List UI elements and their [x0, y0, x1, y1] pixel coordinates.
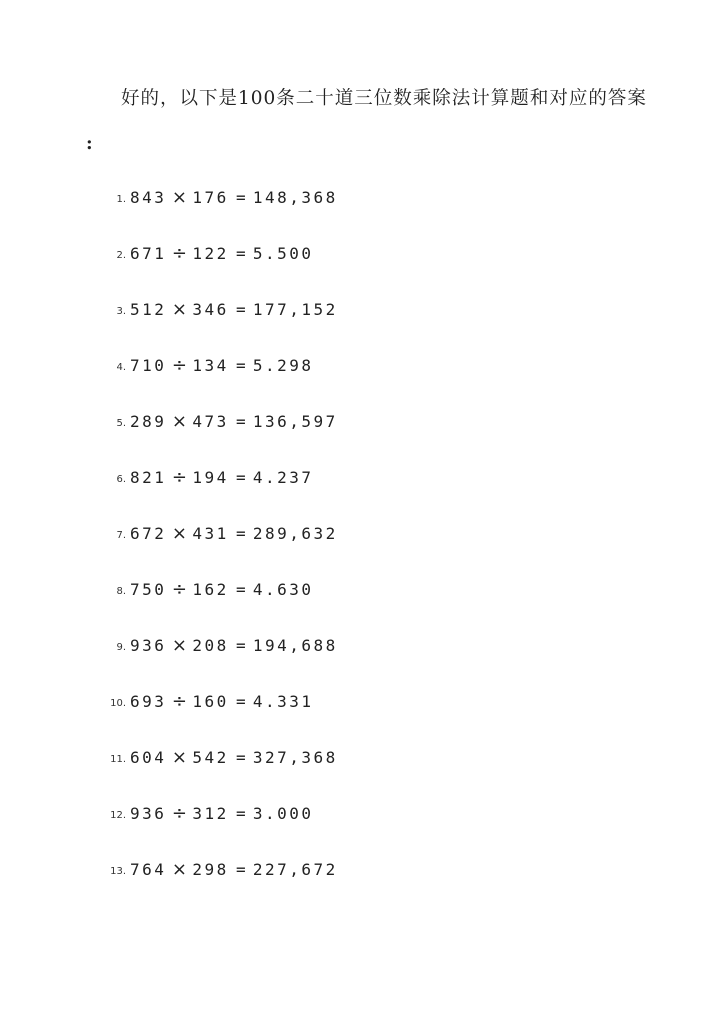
problem-number: 2.	[116, 250, 126, 261]
operand-a: 750	[130, 580, 167, 599]
problem-number: 1.	[116, 194, 126, 205]
problem-number: 5.	[116, 418, 126, 429]
equals-sign: =	[235, 300, 246, 319]
operator: ÷	[171, 355, 187, 376]
operand-a: 821	[130, 468, 167, 487]
problem-expression	[130, 577, 313, 603]
result: 327,368	[252, 748, 338, 767]
operand-b: 298	[192, 860, 229, 879]
intro-text: 好的，以下是100条二十道三位数乘除法计算题和对应的答案	[121, 88, 647, 109]
problem-number: 11.	[110, 754, 126, 765]
operator: ÷	[171, 579, 187, 600]
equals-sign: =	[235, 748, 246, 767]
operand-a: 604	[130, 748, 167, 767]
equals-sign: =	[235, 356, 246, 375]
problem-expression	[130, 745, 338, 771]
result: 3.000	[252, 804, 314, 823]
problem-number: 10.	[110, 698, 126, 709]
problem-expression	[130, 857, 338, 883]
problem-item	[0, 577, 720, 633]
problem-expression	[130, 241, 313, 267]
problem-number: 12.	[110, 810, 126, 821]
equals-sign: =	[235, 636, 246, 655]
equals-sign: =	[235, 692, 246, 711]
result: 5.298	[252, 356, 314, 375]
operand-a: 693	[130, 692, 167, 711]
operator: ÷	[171, 803, 187, 824]
problem-number: 4.	[116, 362, 126, 373]
problem-expression	[130, 297, 338, 323]
equals-sign: =	[235, 804, 246, 823]
result: 227,672	[252, 860, 338, 879]
problem-number: 6.	[116, 474, 126, 485]
operand-b: 162	[192, 580, 229, 599]
operand-b: 542	[192, 748, 229, 767]
problem-item	[0, 465, 720, 521]
problem-item	[0, 297, 720, 353]
problem-item	[0, 241, 720, 297]
problem-number: 9.	[116, 642, 126, 653]
problem-item	[0, 409, 720, 465]
equals-sign: =	[235, 524, 246, 543]
equals-sign: =	[235, 580, 246, 599]
equals-sign: =	[235, 468, 246, 487]
problem-expression	[130, 689, 313, 715]
operand-a: 672	[130, 524, 167, 543]
result: 289,632	[252, 524, 338, 543]
equals-sign: =	[235, 412, 246, 431]
result: 4.630	[252, 580, 314, 599]
operator: ÷	[171, 243, 187, 264]
operator: ×	[171, 747, 187, 768]
problem-number: 3.	[116, 306, 126, 317]
operand-b: 473	[192, 412, 229, 431]
operand-b: 134	[192, 356, 229, 375]
operand-a: 671	[130, 244, 167, 263]
operand-b: 160	[192, 692, 229, 711]
problem-item	[0, 353, 720, 409]
problem-number: 8.	[116, 586, 126, 597]
operand-b: 122	[192, 244, 229, 263]
operator: ×	[171, 635, 187, 656]
equals-sign: =	[235, 188, 246, 207]
problem-item	[0, 633, 720, 689]
result: 194,688	[252, 636, 338, 655]
problem-item	[0, 689, 720, 745]
result: 4.331	[252, 692, 314, 711]
result: 5.500	[252, 244, 314, 263]
operand-b: 194	[192, 468, 229, 487]
problem-expression	[130, 185, 338, 211]
problem-number: 13.	[110, 866, 126, 877]
problem-item	[0, 745, 720, 801]
equals-sign: =	[235, 860, 246, 879]
operand-a: 936	[130, 636, 167, 655]
operand-a: 512	[130, 300, 167, 319]
problem-expression	[130, 633, 338, 659]
operator: ÷	[171, 467, 187, 488]
operand-a: 710	[130, 356, 167, 375]
problem-number: 7.	[116, 530, 126, 541]
operand-b: 208	[192, 636, 229, 655]
problem-item	[0, 185, 720, 241]
intro-colon: :	[86, 133, 93, 154]
operator: ×	[171, 523, 187, 544]
operator: ×	[171, 187, 187, 208]
result: 136,597	[252, 412, 338, 431]
result: 148,368	[252, 188, 338, 207]
result: 4.237	[252, 468, 314, 487]
problem-expression	[130, 521, 338, 547]
problem-list	[0, 185, 720, 913]
problem-item	[0, 801, 720, 857]
result: 177,152	[252, 300, 338, 319]
problem-expression	[130, 353, 313, 379]
problem-item	[0, 857, 720, 913]
operand-a: 936	[130, 804, 167, 823]
operator: ×	[171, 299, 187, 320]
operand-b: 312	[192, 804, 229, 823]
operand-b: 346	[192, 300, 229, 319]
operator: ×	[171, 411, 187, 432]
operand-a: 843	[130, 188, 167, 207]
operand-b: 431	[192, 524, 229, 543]
operand-b: 176	[192, 188, 229, 207]
problem-expression	[130, 465, 313, 491]
operator: ×	[171, 859, 187, 880]
operator: ÷	[171, 691, 187, 712]
problem-expression	[130, 409, 338, 435]
problem-expression	[130, 801, 313, 827]
operand-a: 764	[130, 860, 167, 879]
operand-a: 289	[130, 412, 167, 431]
equals-sign: =	[235, 244, 246, 263]
problem-item	[0, 521, 720, 577]
